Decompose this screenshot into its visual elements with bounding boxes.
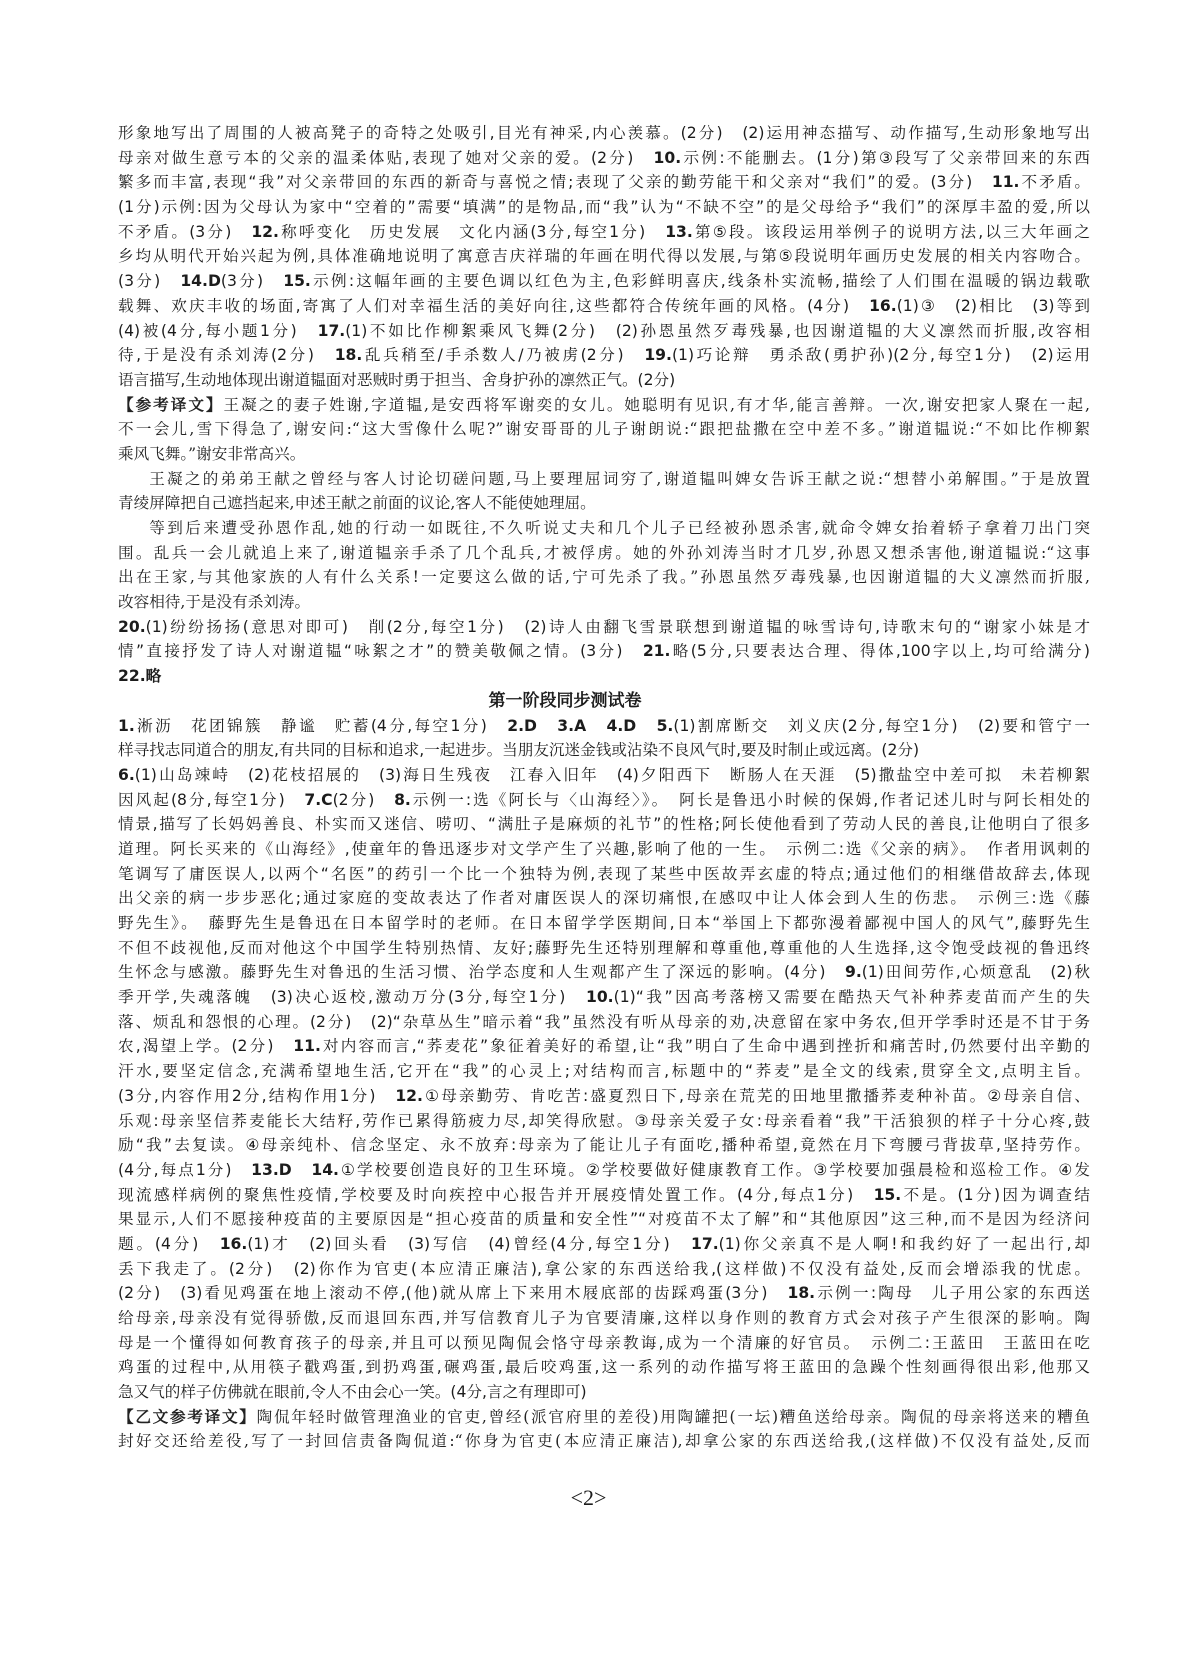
text-line	[118, 1380, 1090, 1405]
text-line	[118, 146, 1090, 171]
answer-text: ①母亲勤劳、肯吃苦:盛夏烈日下,母亲在荒芜的田地里撒播荞麦种补苗。②母亲自信、	[422, 1086, 1090, 1105]
answer-text: 情”直接抒发了诗人对谢道韫“咏絮之才”的赞美敬佩之情。(3分)	[118, 642, 643, 661]
translation-text: 封好交还给差役,写了一封回信责备陶侃道:“你身为官吏(本应清正廉洁),却拿公家的东西送给我,(这样做)不仅没有益处,反而	[118, 1432, 1090, 1451]
text-line	[118, 368, 1090, 393]
answer-text: 乡均从明代开始兴起为例,具体准确地说明了寓意吉庆祥瑞的年画在明代得以发展,与第⑤段说明年画历史发展的相关内容吻合。	[118, 247, 1090, 266]
answer-text: 笔调写了庸医误人,以两个“名医”的药引一个比一个独特为例,表现了某些中医故弄玄虚的特点;通过他们的相继借故辞去,体现	[118, 864, 1090, 883]
text-line	[118, 516, 1090, 541]
text-line	[118, 1183, 1090, 1208]
question-number: 15.	[873, 1185, 902, 1204]
answer-text: 形象地写出了周围的人被高凳子的奇特之处吸引,目光有神采,内心羡慕。(2分) (2)运用神态描写、动作描写,生动形象地写出	[118, 124, 1090, 142]
text-line	[118, 1257, 1090, 1282]
text-line	[118, 393, 1090, 418]
text-line	[118, 220, 1090, 245]
answer-text: (1)山岛竦峙 (2)花枝招展的 (3)海日生残夜 江春入旧年 (4)夕阳西下 断肠人在天涯 (5)撒盐空中差可拟 未若柳絮	[134, 765, 1090, 784]
answer-text: 载舞、欢庆丰收的场面,寄寓了人们对幸福生活的美好向往,这些都符合传统年画的风格。(4分)	[118, 296, 870, 315]
answer-text: (1分)示例:因为父母认为家中“空着的”需要“填满”的是物品,而“我”认为“不缺不空”的是父母给予“我们”的深厚丰盈的爱,所以	[118, 198, 1090, 217]
answer-text: (3分,内容作用2分,结构作用1分)	[118, 1086, 396, 1105]
translation-text: 乘风飞舞。”谢安非常高兴。	[118, 444, 306, 463]
question-number: 10.	[653, 148, 682, 167]
answer-text: 示例一:选《阿长与〈山海经〉》。 阿长是鲁迅小时候的保姆,作者记述儿时与阿长相处的	[410, 790, 1090, 809]
text-line	[118, 491, 1090, 516]
answer-text: 不是。(1分)因为调查结	[901, 1185, 1090, 1204]
translation-text: 改容相待,于是没有杀刘涛。	[118, 593, 311, 612]
answer-text: 称呼变化 历史发展 文化内涵(3分,每空1分)	[278, 222, 666, 241]
text-line	[118, 936, 1090, 961]
text-line	[118, 121, 1090, 146]
question-number: 11.	[293, 1037, 321, 1056]
answer-text: 给母亲,母亲没有觉得骄傲,反而退回东西,并写信教育儿子为官要清廉,这样以身作则的教育方式会对孩子产生很深的影响。陶	[118, 1309, 1090, 1327]
text-line	[118, 1158, 1090, 1183]
text-line	[118, 417, 1090, 442]
text-line	[118, 960, 1090, 985]
question-number: 8.	[394, 790, 411, 809]
question-number: 17.	[317, 321, 346, 340]
answer-text: 果显示,人们不愿接种疫苗的主要原因是“担心疫苗的质量和安全性”“对疫苗不太了解”和“其他原因”这三种,而不是因为经济问	[118, 1210, 1090, 1229]
page-number: <2>	[570, 1485, 607, 1510]
question-number: 3.A	[557, 716, 587, 735]
answer-text: 乐观:母亲坚信荞麦能长大结籽,劳作已累得筋疲力尽,却笑得欣慰。③母亲关爱子女:母亲看着“我”干活狼狈的样子十分心疼,鼓	[118, 1111, 1090, 1130]
answer-paragraph	[118, 615, 1090, 689]
question-number: 15.	[283, 272, 311, 291]
translation-label: 【参考译文】	[118, 394, 224, 414]
text-line	[118, 467, 1090, 492]
answer-text: 繁多而丰富,表现“我”对父亲带回的东西的新奇与喜悦之情;表现了父亲的勤劳能干和父亲对“我们”的爱。(3分)	[118, 173, 992, 192]
answer-text: 略(5分,只要表达合理、得体,100字以上,均可给满分)	[670, 642, 1090, 661]
translation-text: 青绫屏障把自己遮挡起来,申述王献之前面的议论,客人不能使她理屈。	[118, 494, 596, 513]
answer-text: (4)被(4分,每小题1分)	[118, 321, 318, 340]
answer-text: 母亲对做生意亏本的父亲的温柔体贴,表现了她对父亲的爱。(2分)	[118, 148, 654, 167]
question-number: 16.	[219, 1234, 248, 1253]
text-line	[118, 343, 1090, 368]
answer-text: 淅沥 花团锦簇 静谧 贮蓄(4分,每空1分)	[134, 716, 508, 735]
answer-text: (1)田间劳作,心烦意乱 (2)秋	[861, 963, 1090, 982]
question-number: 20.	[118, 617, 146, 636]
translation-paragraph	[118, 516, 1090, 615]
answer-text: 丢下我走了。(2分) (2)你作为官吏(本应清正廉洁),拿公家的东西送给我,(这样做)不仅没有益处,反而会增添我的忧虑。	[118, 1259, 1090, 1278]
answers-block-3	[118, 714, 1090, 1405]
answer-text: (1)巧论辩 勇杀敌(勇护孙)(2分,每空1分) (2)运用	[671, 346, 1090, 365]
text-line	[118, 195, 1090, 220]
question-number: 10.	[585, 988, 614, 1007]
translation-text: 出在王家,与其他家族的人有什么关系!一定要这么做的话,宁可先杀了我。”孙恩虽然歹毒残暴,也因谢道韫的大义凛然而折服,	[118, 568, 1090, 587]
answer-text: 季开学,失魂落魄 (3)决心返校,激动万分(3分,每空1分)	[118, 988, 586, 1007]
answer-text: 农,渴望上学。(2分)	[118, 1037, 294, 1056]
text-line	[118, 541, 1090, 566]
text-line	[118, 1232, 1090, 1257]
answer-text: (1)割席断交 刘义庆(2分,每空1分) (2)要和管宁一	[673, 716, 1090, 735]
reference-translation-2	[118, 1405, 1090, 1454]
answer-text: (1)“我”因高考落榜又需要在酷热天气补种荞麦苗而产生的失	[613, 988, 1090, 1007]
question-number: 12.	[251, 222, 279, 241]
text-line	[118, 1207, 1090, 1232]
answer-text: 落、烦乱和怨恨的心理。(2分) (2)“杂草丛生”暗示着“我”虽然没有听从母亲的劝,决意留在家中务农,但开学季时还是不甘于务	[118, 1012, 1090, 1031]
text-line	[118, 615, 1090, 640]
question-number: 18.	[334, 346, 363, 365]
answers-block-2	[118, 615, 1090, 689]
reference-translation-1	[118, 393, 1090, 615]
text-line	[118, 639, 1090, 664]
text-line	[118, 886, 1090, 911]
question-number: 13.	[665, 222, 693, 241]
answer-text	[636, 717, 656, 735]
answer-text: 示例一:陶母 儿子用公家的东西送	[815, 1284, 1090, 1303]
question-number: 21.	[642, 642, 671, 661]
answer-key-page	[118, 121, 1090, 1454]
question-number: 11.	[991, 173, 1020, 192]
answer-text: 题。(4分)	[118, 1234, 220, 1253]
answer-text: 示例:这幅年画的主要色调以红色为主,色彩鲜明喜庆,线条朴实流畅,描绘了人们围在温暖的锅边载歌	[310, 272, 1090, 291]
answer-text: ①学校要创造良好的卫生环境。②学校要做好健康教育工作。③学校要加强晨检和巡检工作。④发	[338, 1160, 1090, 1179]
translation-paragraph	[118, 467, 1090, 516]
answer-text: 乱兵稍至/手杀数人/乃被虏(2分)	[362, 346, 645, 365]
question-number: 2.D	[507, 716, 537, 735]
answer-text: 励“我”去复读。④母亲纯朴、信念坚定、永不放弃:母亲为了能让儿子有面吃,播种希望,竟然在月下弯腰弓背拔草,坚持劳作。	[118, 1136, 1090, 1155]
translation-text: 等到后来遭受孙恩作乱,她的行动一如既往,不久听说丈夫和几个儿子已经被孙恩杀害,就命令婢女抬着轿子拿着刀出门突	[149, 519, 1090, 537]
question-number: 19.	[644, 346, 672, 365]
answer-paragraph	[118, 763, 1090, 1405]
translation-text: 陶侃年轻时做管理渔业的官吏,曾经(派官府里的差役)用陶罐把(一坛)糟鱼送给母亲。陶侃的母亲将送来的糟鱼	[256, 1407, 1090, 1426]
answer-text: 因风起(8分,每空1分)	[118, 790, 305, 809]
text-line	[118, 244, 1090, 269]
answer-text: (2分) (3)看见鸡蛋在地上滚动不停,(他)就从席上下来用木屐底部的齿踩鸡蛋(3分)	[118, 1284, 788, 1303]
answer-text: (1)纷纷扬扬(意思对即可) 削(2分,每空1分) (2)诗人由翻飞雪景联想到谢道韫的咏雪诗句,诗歌末句的“谢家小妹是才	[145, 617, 1090, 636]
text-line	[118, 911, 1090, 936]
answer-text: (2分)	[332, 790, 395, 809]
text-line	[118, 565, 1090, 590]
translation-paragraph	[118, 1405, 1090, 1454]
text-line	[118, 1429, 1090, 1454]
question-number: 7.C	[304, 790, 333, 809]
text-line	[118, 590, 1090, 615]
answer-text: (1)不如比作柳絮乘风飞舞(2分) (2)孙恩虽然歹毒残暴,也因谢道韫的大义凛然而折服,改容相	[345, 321, 1090, 340]
translation-text: 围。乱兵一会儿就追上来了,谢道韫亲手杀了几个乱兵,才被俘虏。她的外孙刘涛当时才几岁,孙恩又想杀害他,谢道韫说:“这事	[118, 543, 1090, 562]
answer-text: 对内容而言,“荞麦花”象征着美好的希望,让“我”明白了生命中遇到挫折和痛苦时,仍然要付出辛勤的	[320, 1037, 1090, 1056]
text-line	[118, 442, 1090, 467]
question-number: 6.	[118, 765, 135, 784]
answer-text: 第⑤段。该段运用举例子的说明方法,以三大年画之	[692, 222, 1090, 241]
answer-text: 生怀念与感激。藤野先生对鲁迅的生活习惯、治学态度和人生观都产生了深远的影响。(4分)	[118, 963, 845, 982]
answer-text: 情景,描写了长妈妈善良、朴实而又迷信、唠叨、“满肚子是麻烦的礼节”的性格;阿长使他看到了劳动人民的善良,让他明白了很多	[118, 815, 1090, 834]
text-line	[118, 1306, 1090, 1331]
question-number: 12.	[395, 1086, 423, 1105]
section-title: 第一阶段同步测试卷	[488, 690, 642, 711]
question-number: 17.	[691, 1234, 719, 1253]
text-line	[118, 1281, 1090, 1306]
text-line	[118, 294, 1090, 319]
text-line	[118, 837, 1090, 862]
question-number: 22.略	[118, 667, 162, 686]
text-line	[118, 1034, 1090, 1059]
answer-text: 现流感样病例的聚焦性疫情,学校要及时向疾控中心报告并开展疫情处置工作。(4分,每点1分)	[118, 1185, 874, 1204]
text-line	[118, 1355, 1090, 1380]
answer-text: 鸡蛋的过程中,从用筷子戳鸡蛋,到扔鸡蛋,碾鸡蛋,最后咬鸡蛋,这一系列的动作描写将王蓝田的急躁个性刻画得很出彩,他那又	[118, 1358, 1090, 1377]
answer-text: 不但不歧视他,反而对他这个中国学生特别热情、友好;藤野先生还特别理解和尊重他,尊重他的人生选择,这令饱受歧视的鲁迅终	[118, 938, 1090, 957]
answer-text: 示例:不能删去。(1分)第③段写了父亲带回来的东西	[681, 148, 1090, 167]
question-number: 5.	[656, 716, 674, 735]
answer-text: (1)你父亲真不是人啊!和我约好了一起出行,却	[718, 1234, 1090, 1253]
text-line	[118, 170, 1090, 195]
question-number: 14.	[311, 1160, 339, 1179]
text-line	[118, 664, 1090, 689]
answer-text: 急又气的样子仿佛就在眼前,令人不由会心一笑。(4分,言之有理即可)	[118, 1383, 587, 1402]
question-number: 13.D	[251, 1160, 292, 1179]
answer-text: (1)③ (2)相比 (3)等到	[896, 296, 1090, 315]
answer-text: 语言描写,生动地体现出谢道韫面对恶贼时勇于担当、舍身护孙的凛然正气。(2分)	[118, 370, 676, 389]
answer-text: (4分,每点1分)	[118, 1160, 252, 1179]
translation-text: 王凝之的妻子姓谢,字道韫,是安西将军谢奕的女儿。她聪明有见识,有才华,能言善辩。一次,谢安把家人聚在一起,	[223, 395, 1090, 414]
text-line	[118, 862, 1090, 887]
translation-text: 王凝之的弟弟王献之曾经与客人讨论切磋问题,马上要理屈词穷了,谢道韫叫婢女告诉王献之说:“想替小弟解围。”于是放置	[149, 469, 1090, 488]
answer-text	[586, 717, 606, 735]
answer-text: 道理。阿长买来的《山海经》,使童年的鲁迅逐步对文学产生了兴趣,影响了他的一生。 示例二:选《父亲的病》。 作者用讽刺的	[118, 839, 1090, 858]
question-number: 18.	[787, 1284, 816, 1303]
answer-text: 不矛盾。	[1019, 173, 1090, 192]
text-line	[118, 714, 1090, 739]
text-line	[118, 1109, 1090, 1134]
text-line	[118, 763, 1090, 788]
answer-text: 样寻找志同道合的朋友,有共同的目标和追求,一起进步。当朋友沉迷金钱或沾染不良风气时,要及时制止或远离。(2分)	[118, 741, 920, 760]
text-line	[118, 1010, 1090, 1035]
answer-text: 野先生》。 藤野先生是鲁迅在日本留学时的老师。在日本留学学医期间,日本“举国上下都弥漫着鄙视中国人的风气”,藤野先生	[118, 914, 1090, 932]
translation-paragraph	[118, 393, 1090, 467]
text-line	[118, 319, 1090, 344]
answer-text: (3分)	[220, 272, 284, 291]
text-line	[118, 1084, 1090, 1109]
question-number: 14.D	[180, 272, 221, 291]
text-line	[118, 985, 1090, 1010]
text-line	[118, 788, 1090, 813]
answer-text: 不矛盾。(3分)	[118, 222, 252, 241]
answer-text	[292, 1161, 312, 1179]
text-line	[118, 738, 1090, 763]
answers-block-1	[118, 121, 1090, 393]
question-number: 16.	[869, 296, 897, 315]
answer-text: 出父亲的病一步步恶化;通过家庭的变故表达了作者对庸医误人的深切痛恨,在感叹中让人体会到人生的伤悲。 示例三:选《藤	[118, 889, 1090, 908]
text-line	[118, 1133, 1090, 1158]
answer-text: (1)才 (2)回头看 (3)写信 (4)曾经(4分,每空1分)	[247, 1234, 691, 1253]
question-number: 1.	[118, 716, 135, 735]
text-line	[118, 1059, 1090, 1084]
question-number: 9.	[844, 963, 862, 982]
answer-text: (3分)	[118, 272, 181, 291]
text-line	[118, 1331, 1090, 1356]
answer-paragraph	[118, 121, 1090, 393]
answer-text: 待,于是没有杀刘涛(2分)	[118, 346, 335, 365]
text-line	[118, 269, 1090, 294]
text-line	[118, 1405, 1090, 1430]
answer-text: 母是一个懂得如何教育孩子的母亲,并且可以预见陶侃会恪守母亲教诲,成为一个清廉的好官员。 示例二:王蓝田 王蓝田在吃	[118, 1333, 1090, 1352]
text-line	[118, 812, 1090, 837]
question-number: 4.D	[606, 716, 637, 735]
translation-text: 不一会儿,雪下得急了,谢安问:“这大雪像什么呢?”谢安哥哥的儿子谢朗说:“跟把盐撒在空中差不多。”谢道韫说:“不如比作柳絮	[118, 420, 1090, 439]
answer-text: 汗水,要坚定信念,充满希望地生活,它开在“我”的心灵上;对结构而言,标题中的“荞麦”是全文的线索,贯穿全文,点明主旨。	[118, 1062, 1090, 1081]
answer-paragraph	[118, 714, 1090, 763]
answer-text	[537, 717, 557, 735]
translation-label: 【乙文参考译文】	[118, 1406, 257, 1426]
